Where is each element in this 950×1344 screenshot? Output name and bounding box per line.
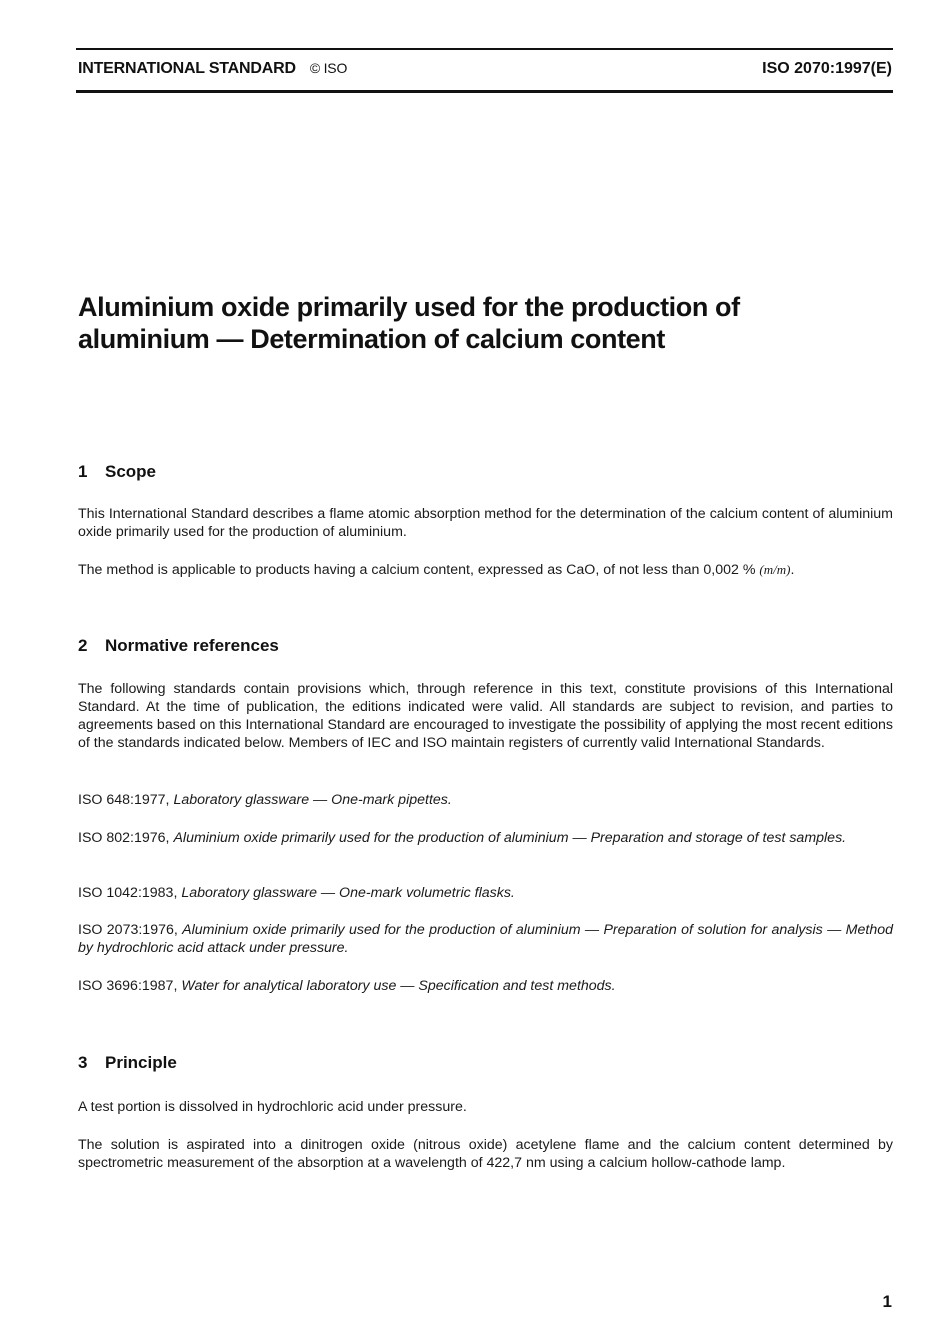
- header-rule-top: [76, 48, 893, 50]
- copyright-notice: © ISO: [309, 60, 348, 76]
- section-heading-normative-references: [78, 636, 279, 656]
- scope-paragraph-2: [78, 561, 893, 579]
- reference-id: ISO 3696:1987,: [78, 978, 178, 994]
- sentence-end: .: [790, 562, 795, 578]
- reference-title: Laboratory glassware — One-mark volumetric flasks.: [181, 885, 515, 901]
- title-line-2: aluminium — Determination of calcium content: [78, 324, 665, 354]
- reference-id: ISO 2073:1976,: [78, 922, 178, 938]
- scope-paragraph-1: This International Standard describes a flame atomic absorption method for the determination of the calcium content of aluminium oxide primarily used for the production of aluminium.: [78, 506, 893, 540]
- reference-id: ISO 1042:1983,: [78, 885, 178, 901]
- section-number: 2: [78, 636, 88, 655]
- principle-paragraph-1: A test portion is dissolved in hydrochloric acid under pressure.: [78, 1099, 467, 1115]
- reference-item: [78, 791, 893, 809]
- section-number: 1: [78, 462, 88, 481]
- reference-item: [78, 977, 893, 995]
- reference-id: ISO 648:1977,: [78, 792, 170, 808]
- normative-references-intro: The following standards contain provisions which, through reference in this text, constitute provisions of this International Standard. At the time of publication, the editions indicated were valid. All standards are subject to revision, and parties to agreements based on this International Standard are encouraged to investigate the possibility of applying the most recent editions of the standards indicated below. Members of IEC and ISO maintain registers of currently valid International Standards.: [78, 681, 893, 751]
- section-heading-scope: [78, 462, 156, 482]
- scope-paragraph-2-text: The method is applicable to products having a calcium content, expressed as CaO, of not less than 0,002 %: [78, 562, 756, 578]
- reference-title: Laboratory glassware — One-mark pipettes.: [173, 792, 452, 808]
- reference-title: Aluminium oxide primarily used for the production of aluminium — Preparation of solution for analysis — Method by hydrochloric acid attack under pressure.: [78, 922, 893, 956]
- title-line-1: Aluminium oxide primarily used for the production of: [78, 292, 740, 322]
- section-title: Normative references: [105, 636, 279, 655]
- section-heading-principle: [78, 1053, 177, 1073]
- section-title: Scope: [105, 462, 157, 481]
- reference-item: [78, 829, 893, 847]
- running-header-left: [78, 60, 347, 78]
- standard-identifier: ISO 2070:1997(E): [762, 60, 892, 77]
- section-number: 3: [78, 1053, 88, 1072]
- section-title: Principle: [105, 1053, 177, 1072]
- reference-title: Water for analytical laboratory use — Specification and test methods.: [181, 978, 616, 994]
- reference-title: Aluminium oxide primarily used for the production of aluminium — Preparation and storage of test samples.: [173, 830, 847, 846]
- mass-fraction-unit: (m/m): [759, 562, 791, 577]
- document-title: [78, 291, 878, 355]
- reference-id: ISO 802:1976,: [78, 830, 170, 846]
- reference-item: [78, 921, 893, 957]
- header-rule-bottom: [76, 90, 893, 93]
- principle-paragraph-2: The solution is aspirated into a dinitrogen oxide (nitrous oxide) acetylene flame and the calcium content determined by spectrometric measurement of the absorption at a wavelength of 422,7 nm using a calcium hollow-cathode lamp.: [78, 1137, 893, 1171]
- document-type-label: INTERNATIONAL STANDARD: [78, 60, 296, 77]
- reference-item: [78, 884, 893, 902]
- page-number: 1: [882, 1292, 892, 1311]
